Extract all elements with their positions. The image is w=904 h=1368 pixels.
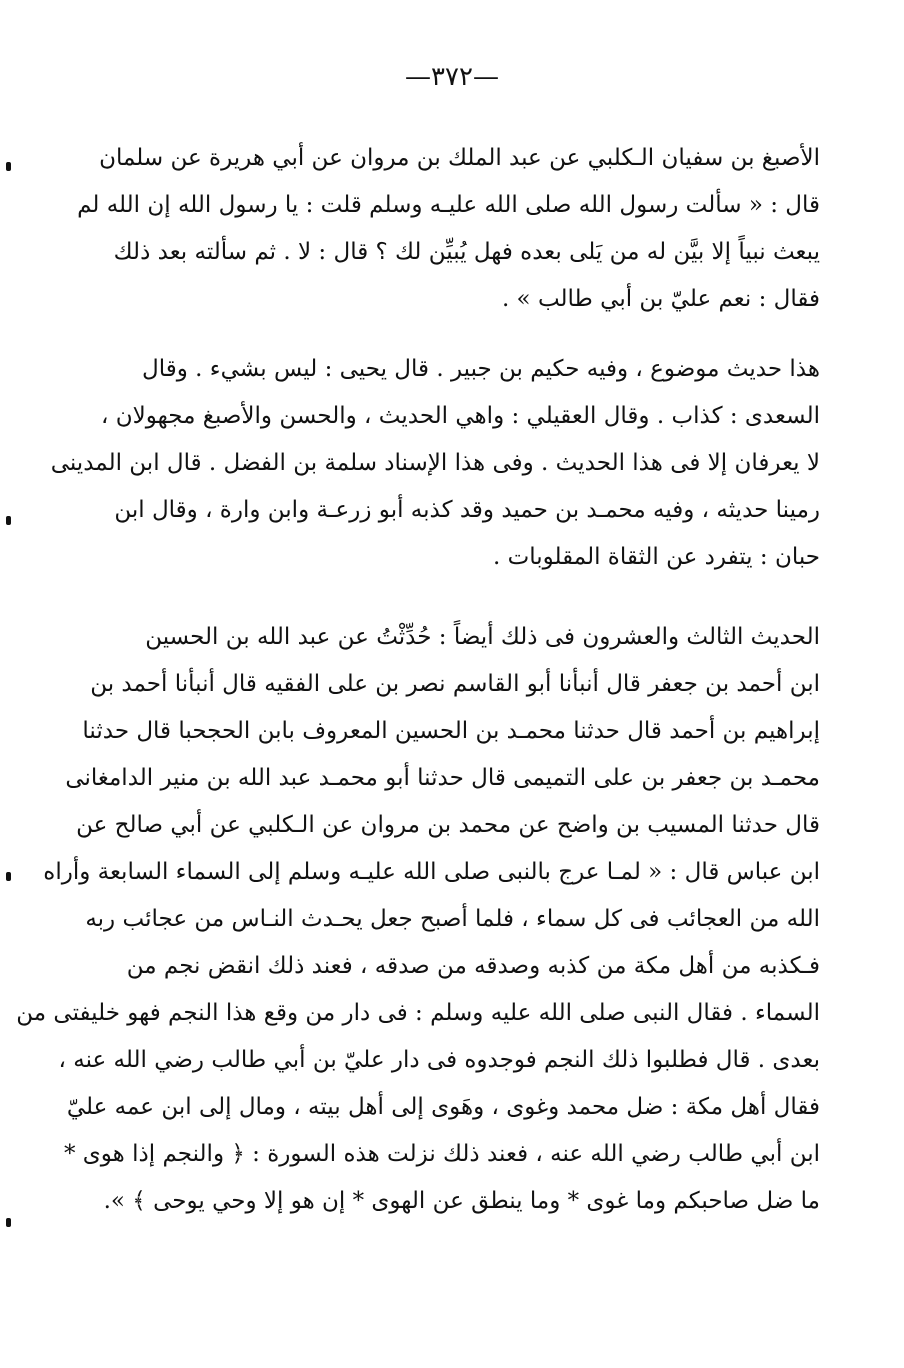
text-line: الأصبغ بن سفيان الـكلبي عن عبد الملك بن مروان عن أبي هريرة عن سلمان (99, 145, 820, 171)
text-line: رمينا حديثه ، وفيه محمـد بن حميد وقد كذبه أبو زرعـة وابن وارة ، وقال ابن (114, 497, 820, 523)
text-line: قال حدثنا المسيب بن واضح عن محمد بن مروان عن الـكلبي عن أبي صالح عن (76, 812, 820, 838)
text-line: ابن عباس قال : « لمـا عرج بالنبى صلى الله عليـه وسلم إلى السماء السابعة وأراه (43, 859, 820, 885)
binding-mark (6, 1218, 11, 1227)
text-line: السعدى : كذاب . وقال العقيلي : واهي الحديث ، والحسن والأصبغ مجهولان ، (101, 403, 820, 429)
text-line: فقال أهل مكة : ضل محمد وغوى ، وهَوى إلى أهل بيته ، ومال إلى ابن عمه عليّ (66, 1094, 820, 1120)
text-line: لا يعرفان إلا فى هذا الحديث . وفى هذا الإسناد سلمة بن الفضل . قال ابن المدينى (50, 450, 820, 476)
text-line: الحديث الثالث والعشرون فى ذلك أيضاً : حُدِّثْتُ عن عبد الله بن الحسين (145, 624, 820, 650)
binding-mark (6, 162, 11, 171)
text-line: بعدى . قال فطلبوا ذلك النجم فوجدوه فى دار عليّ بن أبي طالب رضي الله عنه ، (58, 1047, 820, 1073)
paragraph-hadith-text (77, 135, 820, 323)
text-line: ابن أحمد بن جعفر قال أنبأنا أبو القاسم نصر بن على الفقيه قال أنبأنا أحمد بن (90, 671, 820, 697)
text-line: يبعث نبياً إلا بيَّن له من يَلى بعده فهل يُبيِّن لك ؟ قال : لا . ثم سألته بعد ذلك (113, 239, 820, 265)
text-line: محمـد بن جعفر بن على التميمى قال حدثنا أبو محمـد عبد الله بن منير الدامغانى (65, 765, 820, 791)
binding-mark (6, 516, 11, 525)
paragraph-hadith-23 (16, 614, 820, 1225)
text-line: فقال : نعم عليّ بن أبي طالب » . (501, 286, 820, 312)
text-line: الله من العجائب فى كل سماء ، فلما أصبح جعل يحـدث النـاس من عجائب ربه (85, 906, 820, 932)
paragraph-commentary (50, 346, 820, 581)
text-line: قال : « سألت رسول الله صلى الله عليـه وسلم قلت : يا رسول الله إن الله لم (77, 192, 820, 218)
text-line: حبان : يتفرد عن الثقاة المقلوبات . (492, 544, 820, 570)
text-line: هذا حديث موضوع ، وفيه حكيم بن جبير . قال يحيى : ليس بشيء . وقال (142, 356, 820, 382)
text-line: السماء . فقال النبى صلى الله عليه وسلم : فى دار من وقع هذا النجم فهو خليفتى من (16, 1000, 820, 1026)
text-line: إبراهيم بن أحمد قال حدثنا محمـد بن الحسين المعروف بابن الحجحبا قال حدثنا (82, 718, 820, 744)
text-line: فـكذبه من أهل مكة من كذبه وصدقه من صدقه ، فعند ذلك انقض نجم من (126, 953, 820, 979)
page-number: —٣٧٢— (405, 62, 499, 92)
text-line: ما ضل صاحبكم وما غوى * وما ينطق عن الهوى * إن هو إلا وحي يوحى ﴾ ». (103, 1188, 820, 1214)
text-line: ابن أبي طالب رضي الله عنه ، فعند ذلك نزلت هذه السورة : ﴿ والنجم إذا هوى * (63, 1141, 820, 1167)
binding-mark (6, 872, 11, 881)
